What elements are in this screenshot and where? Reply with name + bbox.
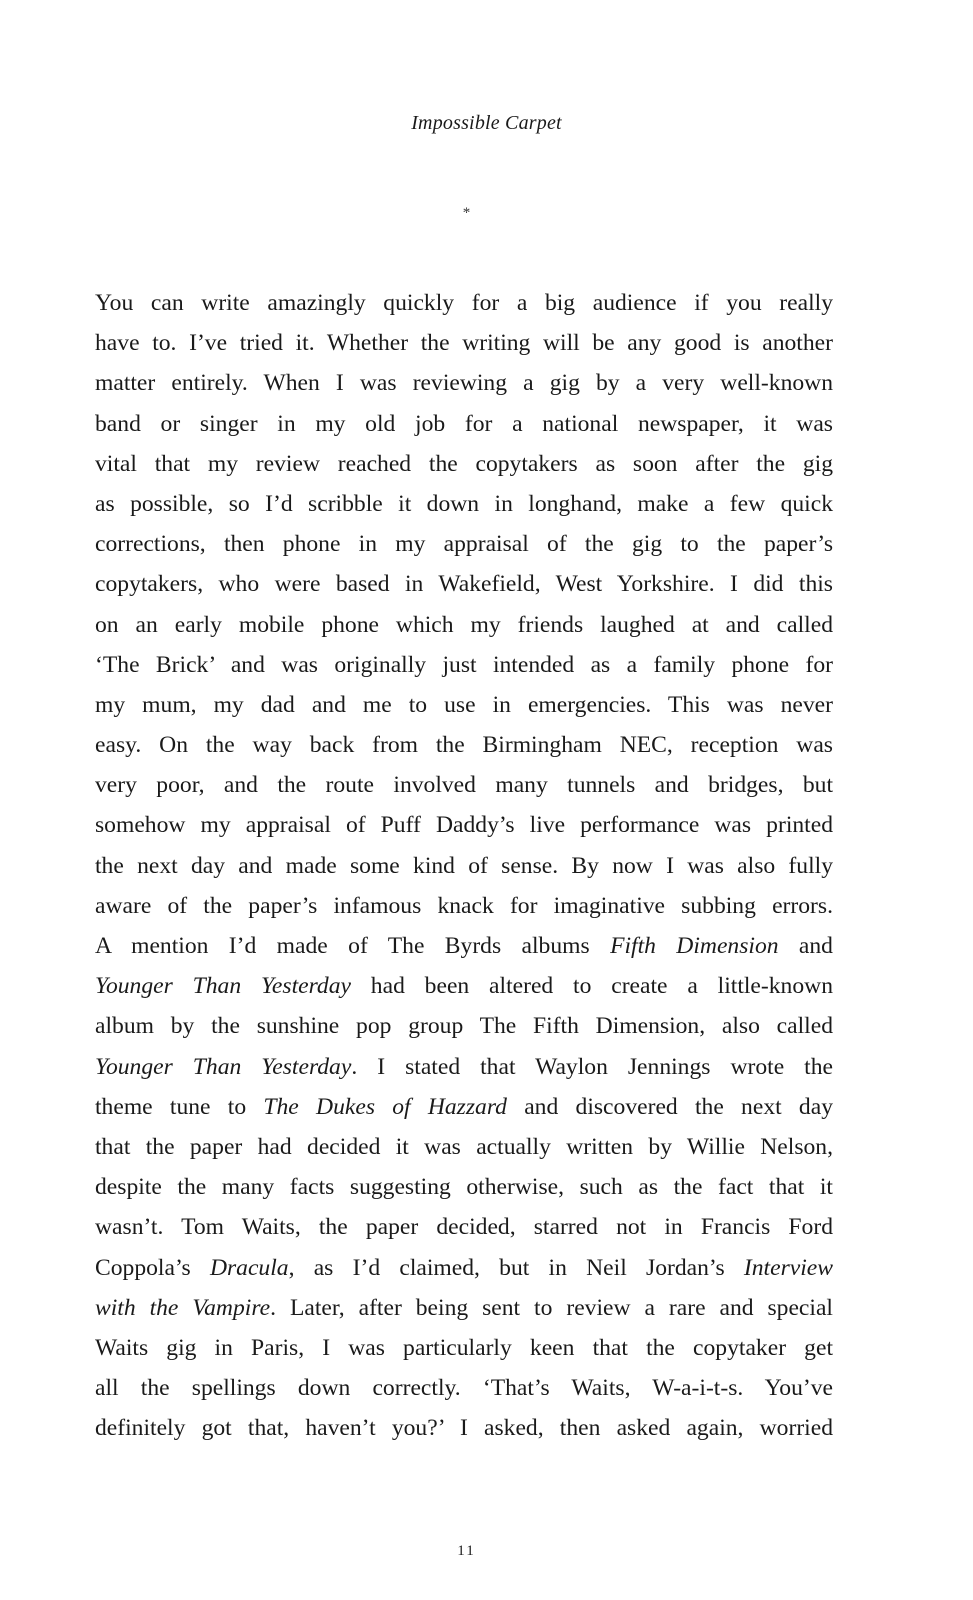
italic-title: Younger Than Yesterday	[95, 973, 351, 1000]
text-line	[95, 1288, 833, 1328]
italic-title: Interview	[743, 1254, 833, 1281]
text-run: easy. On the way back from the Birmingham NEC, reception was	[95, 732, 833, 759]
text-run: all the spellings down correctly. ‘That’s Waits, W-a-i-t-s. You’ve	[95, 1375, 833, 1402]
text-run: despite the many facts suggesting otherwise, such as the fact that it	[95, 1174, 833, 1201]
text-run: Waits gig in Paris, I was particularly keen that the copytaker get	[95, 1334, 833, 1361]
text-line	[95, 1127, 833, 1167]
text-line	[95, 323, 833, 363]
text-line	[95, 685, 833, 725]
text-run: Coppola’s	[95, 1254, 210, 1281]
body-paragraph	[95, 283, 833, 1448]
text-run: corrections, then phone in my appraisal of the gig to the paper’s	[95, 531, 833, 558]
italic-title: Dracula	[209, 1254, 289, 1281]
text-line	[95, 283, 833, 323]
text-run: the next day and made some kind of sense. By now I was also fully	[95, 852, 833, 879]
text-line	[95, 1408, 833, 1448]
text-line	[95, 725, 833, 765]
text-line	[95, 1328, 833, 1368]
text-run: as possible, so I’d scribble it down in longhand, make a few quick	[95, 490, 833, 517]
text-line	[95, 805, 833, 845]
text-line	[95, 1207, 833, 1247]
text-run: album by the sunshine pop group The Fifth Dimension, also called	[95, 1013, 833, 1040]
text-run: A mention I’d made of The Byrds albums	[95, 933, 611, 959]
text-line	[95, 846, 833, 886]
text-run: You can write amazingly quickly for a big audience if you really	[95, 290, 833, 316]
text-run: matter entirely. When I was reviewing a gig by a very well-known	[95, 370, 833, 397]
text-run: . Later, after being sent to review a rare and special	[270, 1294, 833, 1321]
text-line	[95, 1248, 833, 1288]
italic-title: with the Vampire	[95, 1294, 271, 1321]
text-run: on an early mobile phone which my friends laughed at and called	[95, 611, 833, 638]
running-head: Impossible Carpet	[411, 112, 562, 134]
section-break-asterisk: *	[462, 205, 471, 221]
text-line	[95, 1006, 833, 1046]
text-run: theme tune to	[95, 1093, 264, 1120]
text-run: my mum, my dad and me to use in emergencies. This was never	[95, 691, 833, 718]
text-line	[95, 1087, 833, 1127]
text-run: and	[778, 933, 833, 959]
text-run: vital that my review reached the copytakers as soon after the gig	[95, 450, 833, 477]
text-line	[95, 886, 833, 926]
text-line	[95, 1368, 833, 1408]
italic-title: Younger Than Yesterday	[95, 1053, 352, 1080]
text-line	[95, 966, 833, 1006]
text-run: wasn’t. Tom Waits, the paper decided, starred not in Francis Ford	[95, 1214, 833, 1241]
text-line	[95, 1167, 833, 1207]
text-run: definitely got that, haven’t you?’ I asked, then asked again, worried	[95, 1415, 833, 1442]
text-run: band or singer in my old job for a national newspaper, it was	[95, 410, 833, 437]
text-run: copytakers, who were based in Wakefield, West Yorkshire. I did this	[95, 571, 833, 598]
text-line	[95, 765, 833, 805]
text-run: . I stated that Waylon Jennings wrote the	[351, 1053, 833, 1080]
text-line	[95, 404, 833, 444]
text-run: had been altered to create a little-known	[350, 973, 833, 1000]
text-line	[95, 605, 833, 645]
text-run: have to. I’ve tried it. Whether the writing will be any good is another	[95, 330, 833, 357]
text-run: aware of the paper’s infamous knack for imaginative subbing errors.	[95, 892, 833, 919]
text-run: that the paper had decided it was actually written by Willie Nelson,	[95, 1133, 833, 1160]
text-run: and discovered the next day	[506, 1093, 833, 1120]
text-run: very poor, and the route involved many tunnels and bridges, but	[95, 772, 833, 799]
text-line	[95, 1047, 833, 1087]
text-line	[95, 645, 833, 685]
text-line	[95, 926, 833, 966]
text-run: somehow my appraisal of Puff Daddy’s live performance was printed	[95, 812, 833, 839]
text-line	[95, 444, 833, 484]
text-line	[95, 484, 833, 524]
text-line	[95, 564, 833, 604]
italic-title: The Dukes of Hazzard	[263, 1093, 507, 1120]
text-line	[95, 524, 833, 564]
text-line	[95, 363, 833, 403]
text-run: , as I’d claimed, but in Neil Jordan’s	[288, 1254, 744, 1281]
italic-title: Fifth Dimension	[610, 933, 779, 959]
page-number: 11	[457, 1543, 476, 1559]
text-run: ‘The Brick’ and was originally just intended as a family phone for	[95, 651, 833, 678]
